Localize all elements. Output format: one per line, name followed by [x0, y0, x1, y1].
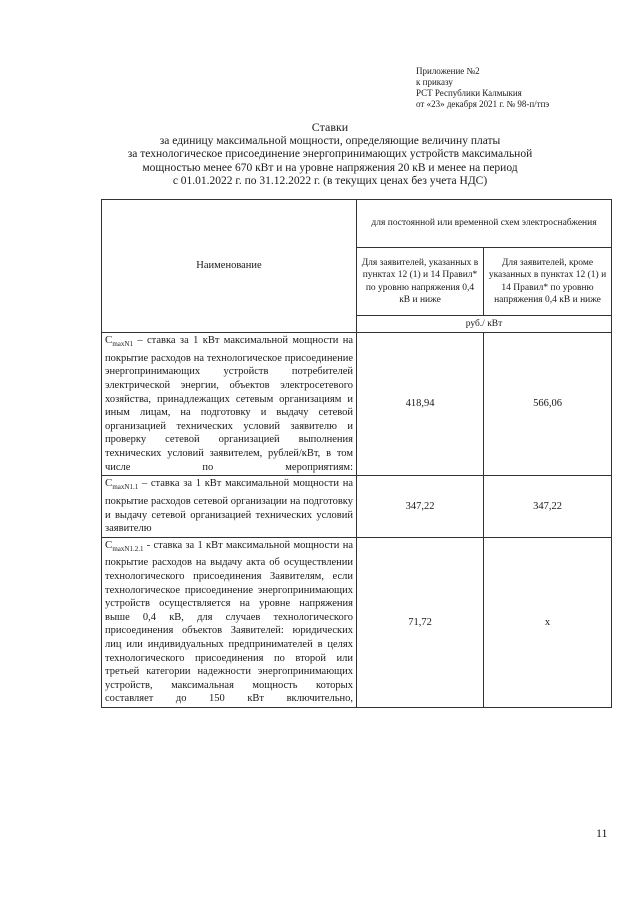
table-row: [102, 537, 612, 707]
title-line: за единицу максимальной мощности, определяющие величину платы: [159, 134, 501, 147]
row-text: – ставка за 1 кВт максимальной мощности на покрытие расходов на технологическое присоединение энергопринимающих устройств потребителей электрической энергии, объектов электросетевого хозяйства, принадлежащих сетевым организациям и иным лицам, на подготовку и выдачу сетевой организацией технических условий заявителю и проверку сетевой организацией выполнения технических условий заявителем, рублей/кВт, в том числе по мероприятиям:: [105, 335, 353, 473]
header-col2: Для заявителей, кроме указанных в пунктах 12 (1) и 14 Правил* по уровню напряжения 0,4 кВ и ниже: [484, 248, 612, 316]
header-col1: Для заявителей, указанных в пунктах 12 (1) и 14 Правил* по уровню напряжения 0,4 кВ и ниже: [357, 248, 484, 316]
header-group: для постоянной или временной схем электроснабжения: [357, 200, 612, 248]
row-value2: х: [484, 537, 612, 707]
row-value1: 418,94: [357, 333, 484, 476]
row-value2: 566,06: [484, 333, 612, 476]
row-value1: 347,22: [357, 476, 484, 538]
appendix-line: от «23» декабря 2021 г. № 98-п/тпэ: [416, 99, 550, 109]
row-value2: 347,22: [484, 476, 612, 538]
rates-table: [101, 199, 612, 708]
rate-subscript: maxN1.2.1: [112, 544, 144, 553]
table-row: [102, 333, 612, 476]
appendix-block: [416, 66, 626, 110]
row-text: - ставка за 1 кВт максимальной мощности на покрытие расходов на выдачу акта об осуществлении технологического присоединения Заявителям, если технологическое присоединение энергопринимающих устройств осуществляется на уровне напряжения выше 0,4 кВ, для случаев технологического присоединения объектов Заявителей: юридических лиц или индивидуальных предпринимателей в целях технологического присоединения по второй или третьей категории надежности энергопринимающих устройств, максимальная мощность которых составляет до 150 кВт включительно,: [105, 539, 353, 705]
appendix-line: РСТ Республики Калмыкия: [416, 88, 522, 98]
document-title: [90, 121, 570, 189]
header-name: Наименование: [102, 200, 357, 333]
appendix-line: к приказу: [416, 77, 453, 87]
rate-symbol: C: [105, 477, 113, 490]
table-row: [102, 476, 612, 538]
page-number: 11: [596, 826, 608, 840]
row-value1: 71,72: [357, 537, 484, 707]
title-heading: Ставки: [311, 120, 349, 134]
row-description: [102, 333, 357, 476]
row-description: [102, 537, 357, 707]
rate-symbol: C: [105, 334, 113, 346]
title-line: мощностью менее 670 кВт и на уровне напряжения 20 кВ и менее на период: [142, 161, 518, 174]
title-line: за технологическое присоединение энергопринимающих устройств максимальной: [127, 148, 533, 160]
title-line: с 01.01.2022 г. по 31.12.2022 г. (в текущих ценах без учета НДС): [172, 175, 488, 187]
rate-symbol: C: [105, 538, 113, 551]
appendix-line: Приложение №2: [416, 66, 480, 76]
row-description: [102, 476, 357, 538]
rate-subscript: maxN1.1: [112, 483, 139, 492]
rate-subscript: maxN1: [112, 340, 133, 349]
units-cell: руб./ кВт: [357, 316, 612, 333]
row-text: – ставка за 1 кВт максимальной мощности на покрытие расходов сетевой организации на подготовку и выдачу сетевой организацией технических условий заявителю: [105, 478, 353, 535]
